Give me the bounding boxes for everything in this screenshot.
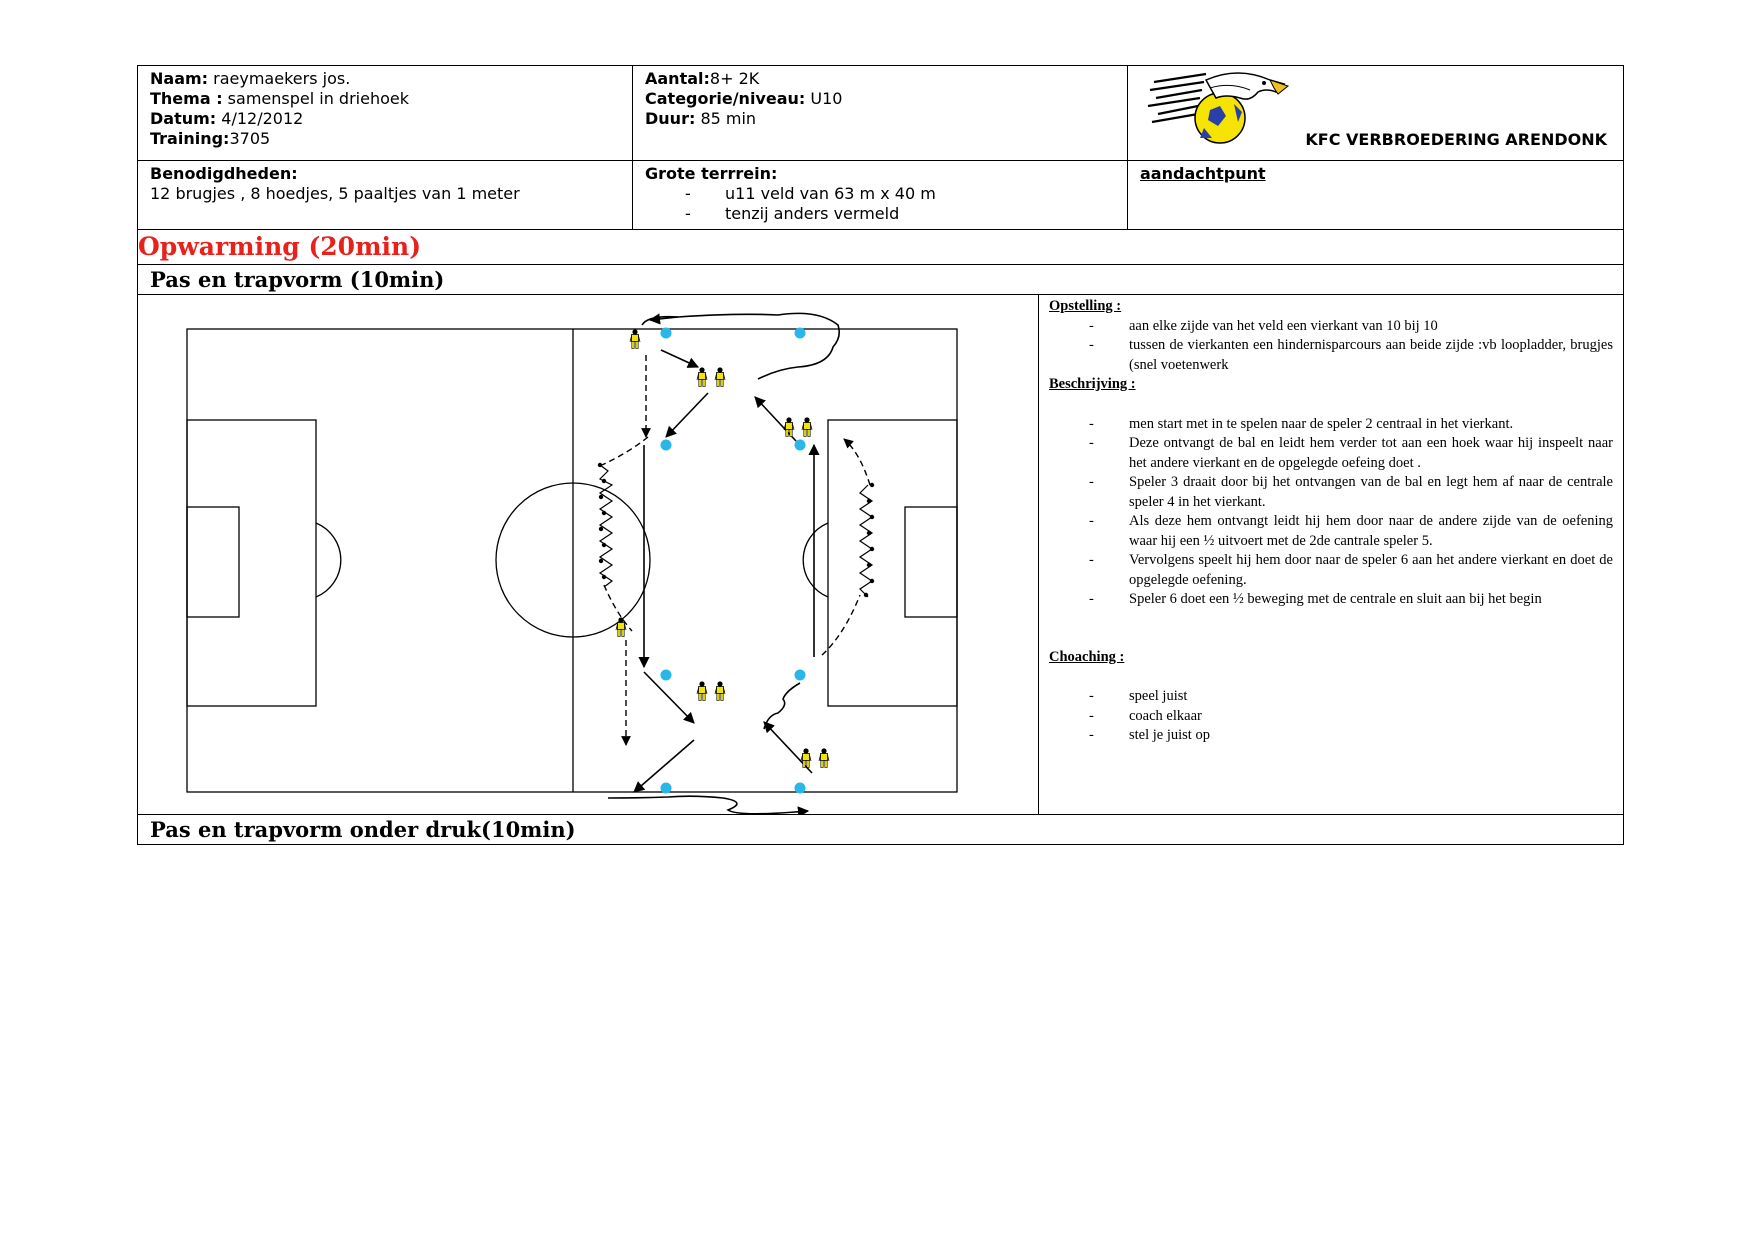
training-sheet: [137, 65, 1624, 845]
warmup-title: Opwarming (20min): [138, 230, 1623, 265]
beschrijving-item: - Speler 6 doet een ½ beweging met de centrale en sluit aan bij het begin: [1089, 590, 1613, 610]
exercise2-title: Pas en trapvorm onder druk(10min): [150, 817, 576, 842]
duur-label: Duur:: [645, 109, 696, 128]
terrain-list: [645, 184, 1115, 224]
naam-label: Naam:: [150, 69, 209, 88]
field-diagram: [138, 295, 1038, 814]
terrain-label: Grote terrrein:: [645, 164, 778, 183]
session-info: [633, 66, 1128, 160]
exercise1-diagram: [138, 295, 1039, 814]
naam-value: raeymaekers jos.: [208, 69, 351, 88]
materials-row: [138, 161, 1623, 230]
beschrijving-item: - Speler 3 draait door bij het ontvangen van de bal en legt hem af naar de centrale speler 4 in het vierkant.: [1089, 473, 1613, 512]
beschrijving-item: - Vervolgens speelt hij hem door naar de speler 6 aan het andere vierkant en doet de opgelegde oefening.: [1089, 551, 1613, 590]
attention-cell: [1128, 161, 1623, 229]
exercise1-row: [138, 295, 1623, 815]
coaching-label: Choaching :: [1049, 648, 1125, 665]
dribble-paths: [608, 313, 839, 813]
coaching-item: - stel je juist op: [1089, 726, 1613, 746]
run-arrows: [602, 355, 870, 745]
header-row: [138, 66, 1623, 161]
terrain-item: - tenzij anders vermeld: [685, 204, 1115, 224]
materials-cell: [138, 161, 633, 229]
materials-value: 12 brugjes , 8 hoedjes, 5 paaltjes van 1 meter: [150, 184, 520, 203]
thema-label: Thema :: [150, 89, 223, 108]
materials-label: Benodigdheden:: [150, 164, 298, 183]
cones: [661, 328, 806, 794]
coaching-list: [1049, 687, 1613, 746]
beschrijving-item: - men start met in te spelen naar de speler 2 centraal in het vierkant.: [1089, 415, 1613, 435]
training-label: Training:: [150, 129, 230, 148]
opstelling-label: Opstelling :: [1049, 298, 1122, 314]
thema-value: samenspel in driehoek: [222, 89, 409, 108]
opstelling-item: - aan elke zijde van het veld een vierkant van 10 bij 10: [1089, 317, 1613, 337]
hurdle-dots: [598, 463, 874, 597]
opstelling-list: [1049, 317, 1613, 376]
exercise1-description: [1039, 295, 1623, 814]
beschrijving-list: [1049, 415, 1613, 610]
pass-arrows: [634, 350, 814, 792]
coaching-item: - coach elkaar: [1089, 707, 1613, 727]
attention-label: aandachtpunt: [1140, 164, 1266, 183]
beschrijving-item: - Deze ontvangt de bal en leidt hem verder tot aan een hoek waar hij inspeelt naar het andere vierkant en de opgelegde oefeing doet .: [1089, 434, 1613, 473]
beschrijving-item: - Als deze hem ontvangt leidt hij hem door naar de andere zijde van de oefening waar hij een ½ uitvoert met de 2de cantrale speler 5.: [1089, 512, 1613, 551]
club-cell: [1128, 66, 1623, 160]
duur-value: 85 min: [695, 109, 757, 128]
players: [616, 329, 829, 767]
terrain-cell: [633, 161, 1128, 229]
datum-value: 4/12/2012: [216, 109, 304, 128]
hurdle-courses: [600, 465, 872, 597]
eagle-ball-logo-icon: [1146, 68, 1296, 148]
pitch: [187, 329, 957, 792]
training-value: 3705: [229, 129, 271, 148]
categorie-value: U10: [805, 89, 843, 108]
club-name: KFC VERBROEDERING ARENDONK: [1305, 130, 1607, 149]
exercise1-title: Pas en trapvorm (10min): [138, 265, 1623, 295]
trainer-info: [138, 66, 633, 160]
coaching-item: - speel juist: [1089, 687, 1613, 707]
beschrijving-label: Beschrijving :: [1049, 376, 1136, 392]
opstelling-item: - tussen de vierkanten een hindernisparcours aan beide zijde :vb loopladder, brugjes (snel voetenwerk: [1089, 336, 1613, 375]
datum-label: Datum:: [150, 109, 217, 128]
aantal-value: 8+ 2K: [709, 69, 760, 88]
terrain-item: - u11 veld van 63 m x 40 m: [685, 184, 1115, 204]
aantal-label: Aantal:: [645, 69, 710, 88]
categorie-label: Categorie/niveau:: [645, 89, 806, 108]
